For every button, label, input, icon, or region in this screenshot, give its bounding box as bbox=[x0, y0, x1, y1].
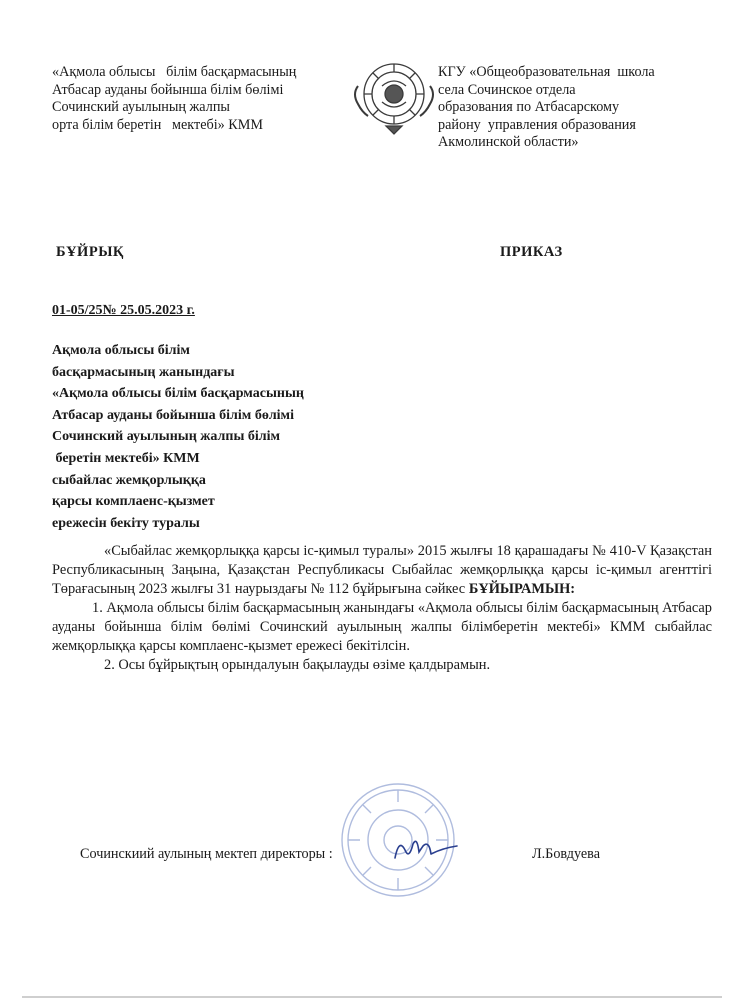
subject-line: сыбайлас жемқорлыққа bbox=[52, 472, 206, 488]
header-left-line: Атбасар ауданы бойынша білім бөлімі bbox=[52, 81, 284, 98]
subject-line: «Ақмола облысы білім басқармасының bbox=[52, 386, 304, 402]
title-ru: ПРИКАЗ bbox=[500, 244, 563, 260]
header-right-line: села Сочинское отдела bbox=[438, 81, 576, 98]
subject-line: Атбасар ауданы бойынша білім бөлімі bbox=[52, 407, 294, 423]
header-left-line: Сочинский ауылының жалпы bbox=[52, 99, 230, 115]
header-left-line: орта білім беретін мектебі» КММ bbox=[52, 116, 263, 133]
handwritten-signature-icon bbox=[391, 832, 461, 868]
header-right-ru bbox=[438, 64, 723, 152]
subject-line: беретін мектебі» КММ bbox=[52, 450, 200, 466]
subject-line: Сочинский ауылының жалпы білім bbox=[52, 429, 281, 445]
order-verb: БҰЙЫРАМЫН: bbox=[468, 581, 576, 597]
subject-line: басқармасының жанындағы bbox=[52, 364, 235, 380]
header-right-line: Акмолинской области» bbox=[438, 134, 579, 150]
header-right-line: району управления образования bbox=[438, 116, 636, 133]
header-left-line: «Ақмола облысы білім басқармасының bbox=[52, 64, 297, 80]
title-kz: БҰЙРЫҚ bbox=[56, 244, 124, 260]
page-bottom-edge bbox=[22, 996, 722, 998]
order-body bbox=[52, 542, 712, 675]
header-right-line: КГУ «Общеобразовательная школа bbox=[438, 64, 655, 80]
state-emblem-icon bbox=[352, 56, 436, 136]
document-number: 01-05/25№ 25.05.2023 г. bbox=[52, 303, 195, 318]
signatory-name: Л.Бовдуева bbox=[532, 846, 600, 862]
subject-line: Ақмола облысы білім bbox=[52, 343, 190, 358]
preamble-paragraph bbox=[52, 542, 712, 599]
subject-line: ережесін бекіту туралы bbox=[52, 515, 200, 531]
order-item-1: 1. Ақмола облысы білім басқармасының жанындағы «Ақмола облысы білім басқармасының Атбасар ауданы бойынша білім бөлімі Сочинский ауылының жалпы білімберетін мектебі» КММ сыбайлас жемқорлыққа қарсы комплаенс-қызмет ережесі бекітілсін. bbox=[52, 600, 712, 654]
order-subject bbox=[52, 340, 372, 534]
header-right-line: образования по Атбасарскому bbox=[438, 99, 620, 115]
signature-title: Сочинскиий аулының мектеп директоры : bbox=[80, 846, 333, 862]
header-left-kz bbox=[52, 64, 352, 134]
order-item-2: 2. Осы бұйрықтың орындалуын бақылауды өзіме қалдырамын. bbox=[104, 657, 491, 673]
preamble-text: «Сыбайлас жемқорлыққа қарсы іс-қимыл туралы» 2015 жылғы 18 қарашадағы № 410-V Қазақстан Республикасының Заңына, Қазақстан Республикасы Сыбайлас жемқорлыққа қарсы іс-қимыл агенттігі Төрағасының 2023 жылғы 31 наурыздағы № 112 бұйрығына сәйкес bbox=[52, 543, 712, 597]
subject-line: қарсы комплаенс-қызмет bbox=[52, 494, 215, 510]
